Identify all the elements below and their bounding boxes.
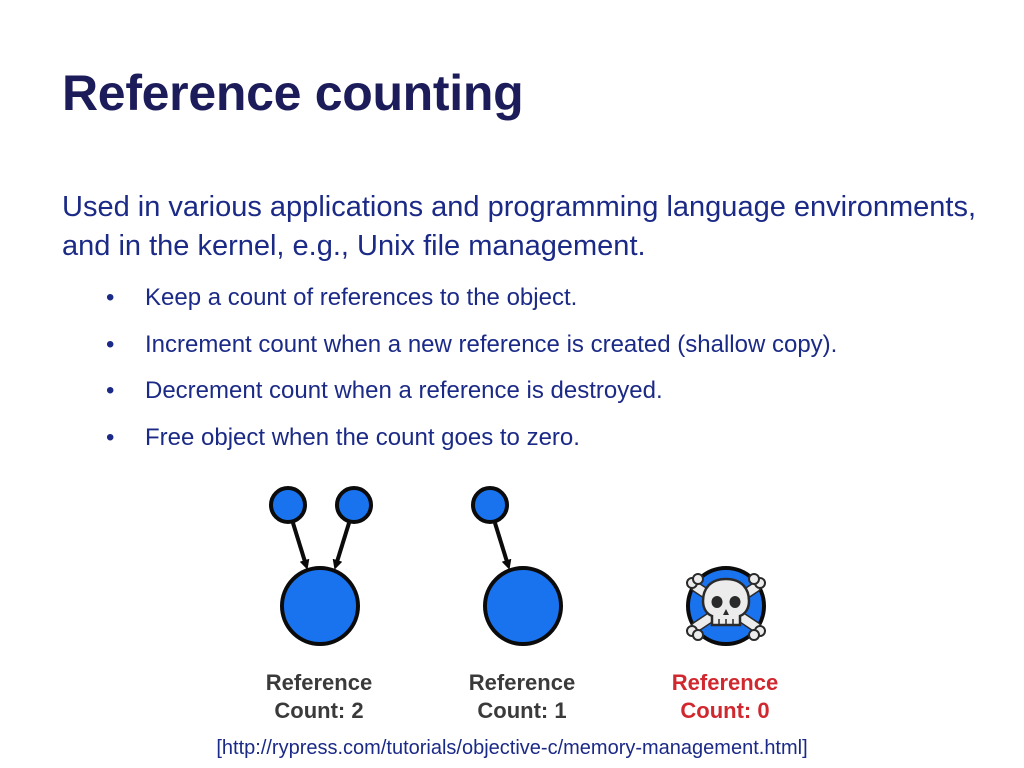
intro-text: Used in various applications and programming language environments, and in the kernel, e.g., Unix file management.: [62, 191, 977, 262]
count-label-line2: Count: 2: [274, 698, 364, 723]
bullet-text: Decrement count when a reference is destroyed.: [145, 377, 663, 405]
bullet-text: Keep a count of references to the object.: [145, 284, 578, 311]
count-label-line2: Count: 0: [680, 698, 770, 723]
bullet-text: Free object when the count goes to zero.: [145, 424, 580, 452]
reference-arrow: [495, 523, 508, 565]
citation-text: [http://rypress.com/tutorials/objective-c/memory-management.html]: [216, 737, 808, 759]
bullet-marker: •: [106, 284, 115, 311]
bullet-list: [106, 281, 837, 468]
panel-count-2: [266, 488, 372, 723]
panel-count-0: [672, 568, 778, 723]
reference-count-diagram: [240, 475, 800, 730]
bullet-item: [106, 328, 837, 375]
object-node: [282, 568, 358, 644]
reference-node: [271, 488, 305, 522]
count-label-line2: Count: 1: [477, 698, 567, 723]
panel-count-1: [469, 488, 575, 723]
bullet-marker: •: [106, 330, 115, 358]
bullet-text: Increment count when a new reference is created (shallow copy).: [145, 330, 838, 358]
count-label-line1: Reference: [671, 670, 779, 695]
reference-arrow: [293, 523, 306, 565]
reference-node: [473, 488, 507, 522]
reference-arrow: [336, 523, 349, 565]
bullet-item: [106, 281, 837, 328]
slide-title: Reference counting: [62, 65, 524, 121]
count-label-line1: Reference: [265, 670, 373, 695]
object-node: [485, 568, 561, 644]
bullet-item: [106, 374, 837, 421]
reference-node: [337, 488, 371, 522]
bullet-item: [106, 421, 837, 468]
count-label-line1: Reference: [468, 670, 576, 695]
bullet-marker: •: [106, 424, 115, 452]
bullet-marker: •: [106, 377, 115, 405]
